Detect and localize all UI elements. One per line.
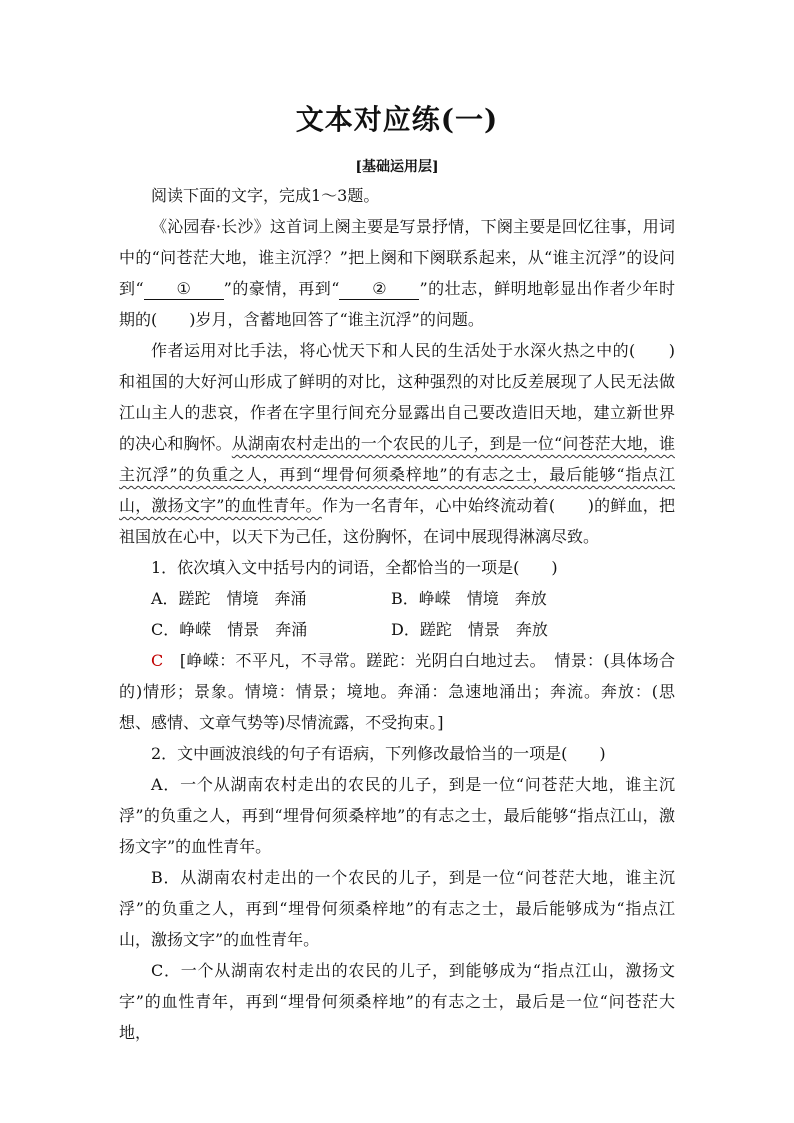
option-d: D．蹉跎 情景 奔放 [391,620,548,639]
question-1-answer [119,645,675,738]
fill-blank-1: ① [144,279,224,300]
fill-blank-2: ② [339,279,419,300]
passage-paragraph-2 [119,335,675,552]
question-2-option-c: C．一个从湖南农村走出的农民的儿子，到能够成为“指点江山，激扬文字”的血性青年，再到“埋骨何须桑梓地”的有志之士，最后是一位“问苍茫大地， [119,961,675,1042]
reading-instruction: 阅读下面的文字，完成1～3题。 [151,186,380,205]
question-1-stem: 1．依次填入文中括号内的词语，全都恰当的一项是( ) [151,558,558,577]
paragraph-text: 《沁园春·长沙》这首词上阕主要是写景抒情，下阕主要是回忆往事，用词中的“问苍茫大地，谁主沉浮？”把上阕和下阕联系起来，从“谁主沉浮”的设问到“ [119,217,675,298]
document-body [119,180,675,1048]
question-2-option-b: B．从湖南农村走出的一个农民的儿子，到是一位“问苍茫大地，谁主沉浮”的负重之人，再到“埋骨何须桑梓地”的有志之士，最后能够成为“指点江山，激扬文字”的血性青年。 [119,868,675,949]
question-2-option-a: A．一个从湖南农村走出的农民的儿子，到是一位“问苍茫大地，谁主沉浮”的负重之人，再到“埋骨何须桑梓地”的有志之士，最后能够“指点江山，激扬文字”的血性青年。 [119,775,675,856]
option-a: A．蹉跎 情境 奔涌 [151,589,307,608]
option-c: C．峥嵘 情景 奔涌 [151,620,308,639]
paragraph-text: 作者运用对比手法，将心忧天下和人民的生活处于水深火热之中的( )和祖国的大好河山形成了鲜明的对比，这种强烈的对比反差展现了人民无法做江山主人的悲哀，作者在字里行间充分显露出自己要改造旧天地，建立新世界的决心和胸怀。 [119,341,675,453]
question-1-options-row [119,614,675,645]
section-heading: [基础运用层] [355,159,439,175]
paragraph-text: ”的壮志，鲜明地彰显出作者少年时期的( )岁月，含蓄地回答了“谁主沉浮”的问题。 [119,279,675,329]
wavy-underlined-sentence: 从湖南农村走出的一个农民的儿子，到是一位“问苍茫大地，谁主沉浮”的负重之人，再到“埋骨何须桑梓地”的有志之士，最后能够“指点江山，激扬文字”的血性青年。 [119,434,675,515]
question-1-options-row [119,583,675,614]
question-2-stem: 2．文中画波浪线的句子有语病，下列修改最恰当的一项是( ) [151,744,606,763]
paragraph-text: ”的豪情，再到“ [223,279,340,298]
answer-letter: C [151,651,164,670]
answer-explanation: [峥嵘：不平凡，不寻常。蹉跎：光阴白白地过去。 情景：(具体场合的)情形；景象。情境：情景；境地。奔涌：急速地涌出；奔流。奔放：(思想、感情、文章气势等)尽情流露，不受拘束。] [119,651,675,732]
page-title: 文本对应练(一) [295,103,499,136]
passage-paragraph-1 [119,211,675,335]
option-b: B．峥嵘 情境 奔放 [391,589,547,608]
paragraph-text: 作为一名青年，心中始终流动着( )的鲜血，把祖国放在心中，以天下为己任，这份胸怀，在词中展现得淋漓尽致。 [119,496,675,546]
